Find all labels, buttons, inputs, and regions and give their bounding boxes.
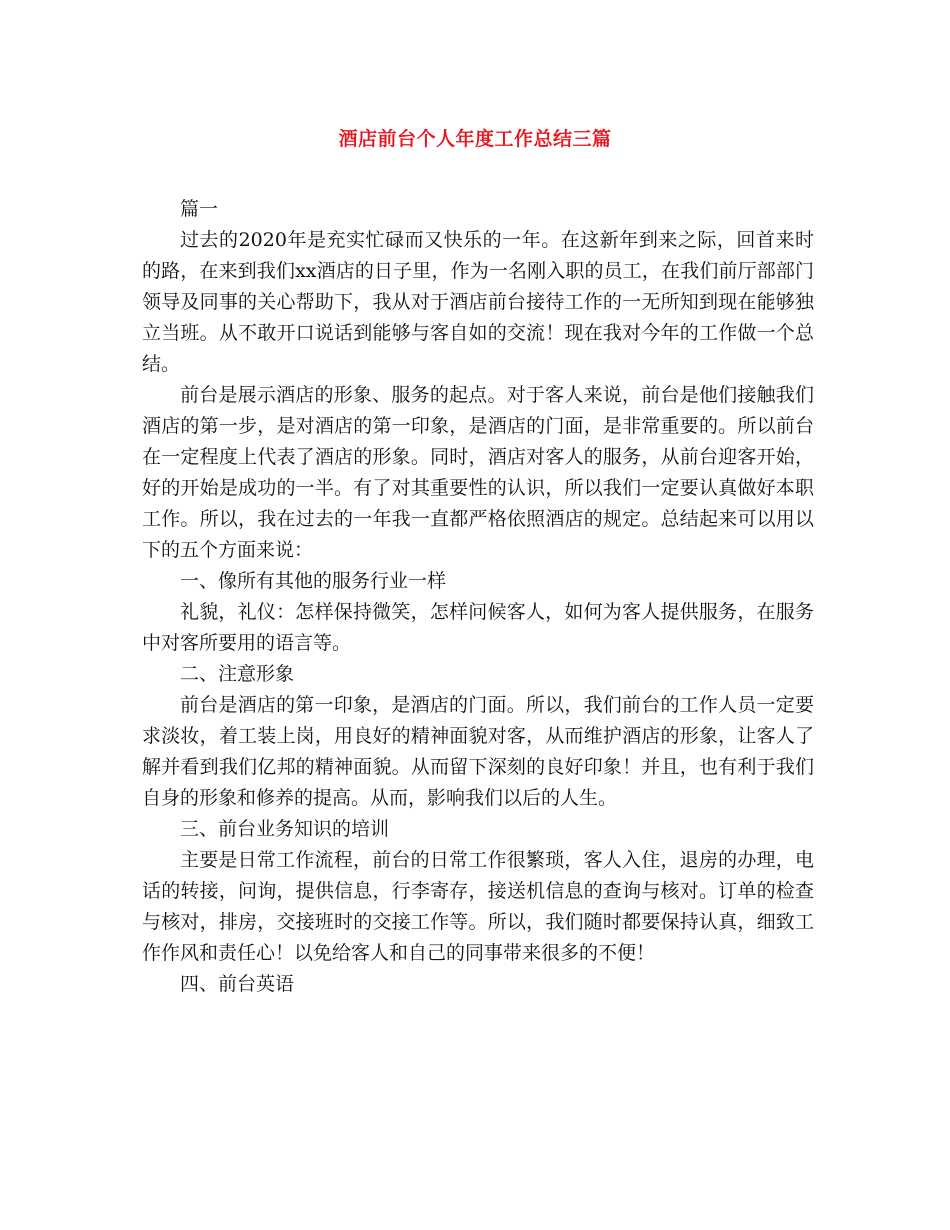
paragraph-training: 主要是日常工作流程，前台的日常工作很繁琐，客人入住，退房的办理，电话的转接，问询，提供信息，行李寄存，接送机信息的查询与核对。订单的检查与核对，排房，交接班时的交接工作等。所以，我们随时都要保持认真，细致工作作风和责任心！以免给客人和自己的同事带来很多的不便！ bbox=[142, 849, 814, 964]
document-body bbox=[142, 194, 814, 1000]
section-heading-three: 三、前台业务知识的培训 bbox=[180, 818, 390, 840]
paragraph-image: 前台是酒店的第一印象，是酒店的门面。所以，我们前台的工作人员一定要求淡妆，着工装上岗，用良好的精神面貌对客，从而维护酒店的形象，让客人了解并看到我们亿邦的精神面貌。从而留下深刻的良好印象！并且，也有利于我们自身的形象和修养的提高。从而，影响我们以后的人生。 bbox=[142, 694, 814, 809]
document-title: 酒店前台个人年度工作总结三篇 bbox=[338, 128, 612, 150]
section-heading-part-one: 篇一 bbox=[180, 198, 219, 220]
section-heading-one: 一、像所有其他的服务行业一样 bbox=[180, 570, 447, 592]
paragraph-intro: 过去的2020年是充实忙碌而又快乐的一年。在这新年到来之际，回首来时的路，在来到我们xx酒店的日子里，作为一名刚入职的员工，在我们前厅部部门领导及同事的关心帮助下，我从对于酒店前台接待工作的一无所知到现在能够独立当班。从不敢开口说话到能够与客自如的交流！现在我对今年的工作做一个总结。 bbox=[142, 229, 814, 375]
paragraph-etiquette: 礼貌，礼仪：怎样保持微笑，怎样问候客人，如何为客人提供服务，在服务中对客所要用的语言等。 bbox=[142, 601, 814, 654]
section-heading-four: 四、前台英语 bbox=[180, 973, 295, 995]
section-heading-two: 二、注意形象 bbox=[180, 663, 295, 685]
paragraph-front-desk-role: 前台是展示酒店的形象、服务的起点。对于客人来说，前台是他们接触我们酒店的第一步，是对酒店的第一印象，是酒店的门面，是非常重要的。所以前台在一定程度上代表了酒店的形象。同时，酒店对客人的服务，从前台迎客开始，好的开始是成功的一半。有了对其重要性的认识，所以我们一定要认真做好本职工作。所以，我在过去的一年我一直都严格依照酒店的规定。总结起来可以用以下的五个方面来说： bbox=[142, 384, 814, 561]
